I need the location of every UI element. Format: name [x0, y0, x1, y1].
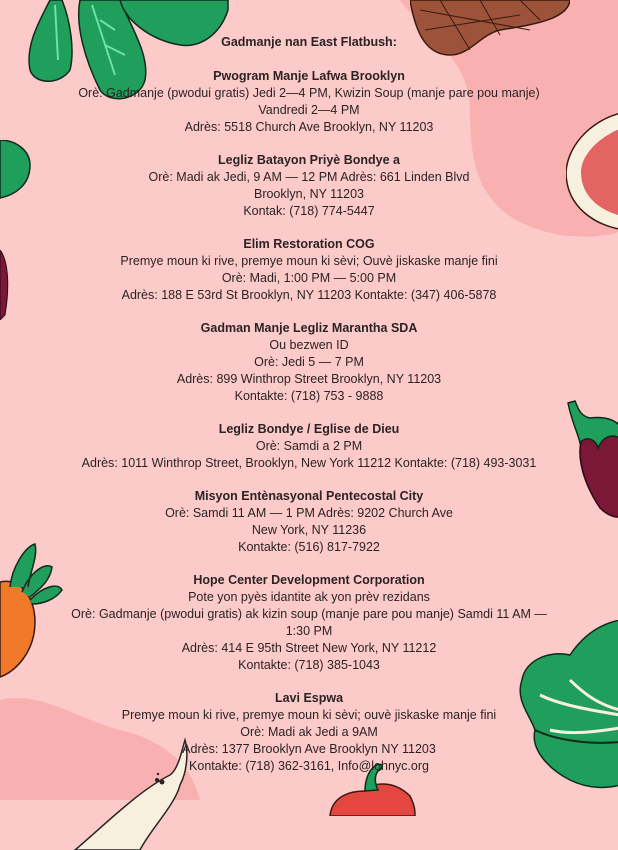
entry-hours: Orè: Gadmanje (pwodui gratis) ak kizin soup (manje pare pou manje) Samdi 11 AM —	[71, 607, 547, 621]
entry-name: Hope Center Development Corporation	[193, 573, 425, 587]
pantry-entry	[0, 68, 618, 136]
entry-line: Pote yon pyès idantite ak yon prèv rezidans	[188, 590, 430, 604]
page-title: Gadmanje nan East Flatbush:	[221, 35, 397, 49]
entry-address: Adrès: 1011 Winthrop Street, Brooklyn, New York 11212 Kontakte: (718) 493-3031	[81, 456, 537, 470]
entry-hours: 1:30 PM	[285, 624, 333, 638]
entry-address: Adrès: 188 E 53rd St Brooklyn, NY 11203 Kontakte: (347) 406-5878	[121, 288, 497, 302]
pantry-entry	[0, 488, 618, 556]
entry-name: Legliz Batayon Priyè Bondye a	[218, 153, 400, 167]
entry-address: Adrès: 5518 Church Ave Brooklyn, NY 11203	[184, 120, 434, 134]
pantry-entry	[0, 690, 618, 775]
entry-line: Orè: Samdi 11 AM — 1 PM Adrès: 9202 Church Ave	[165, 506, 453, 520]
entry-contact: Kontakte: (718) 362-3161, Info@lohnyc.org	[189, 759, 429, 773]
entry-line: Premye moun ki rive, premye moun ki sèvi; ouvè jiskaske manje fini	[121, 708, 497, 722]
food-pantry-list	[0, 34, 618, 791]
entry-line: Orè: Gadmanje (pwodui gratis) Jedi 2—4 PM, Kwizin Soup (manje pare pou manje)	[78, 86, 540, 100]
entry-address: Adrès: 414 E 95th Street New York, NY 11212	[181, 641, 437, 655]
entry-name: Legliz Bondye / Eglise de Dieu	[218, 422, 400, 436]
pantry-entry	[0, 572, 618, 674]
entry-name: Gadman Manje Legliz Marantha SDA	[200, 321, 418, 335]
entry-name: Elim Restoration COG	[243, 237, 375, 251]
entry-line: Vandredi 2—4 PM	[258, 103, 360, 117]
entry-line: Brooklyn, NY 11203	[253, 187, 365, 201]
entry-name: Misyon Entènasyonal Pentecostal City	[194, 489, 424, 503]
entry-hours: Orè: Madi, 1:00 PM — 5:00 PM	[221, 271, 397, 285]
entry-line: Premye moun ki rive, premye moun ki sèvi; Ouvè jiskaske manje fini	[120, 254, 498, 268]
entry-line: New York, NY 11236	[251, 523, 367, 537]
entry-line: Ou bezwen ID	[269, 338, 349, 352]
entry-contact: Kontakte: (516) 817-7922	[238, 540, 380, 554]
pantry-entry	[0, 236, 618, 304]
entry-hours: Orè: Samdi a 2 PM	[255, 439, 363, 453]
entry-hours: Orè: Madi ak Jedi a 9AM	[240, 725, 378, 739]
entry-hours: Orè: Jedi 5 — 7 PM	[254, 355, 364, 369]
entry-name: Lavi Espwa	[274, 691, 344, 705]
entry-contact: Kontakte: (718) 753 - 9888	[234, 389, 384, 403]
pantry-entry	[0, 421, 618, 472]
entry-address: Adrès: 899 Winthrop Street Brooklyn, NY 11203	[176, 372, 442, 386]
entry-address: Adrès: 1377 Brooklyn Ave Brooklyn NY 11203	[182, 742, 436, 756]
entry-line: Orè: Madi ak Jedi, 9 AM — 12 PM Adrès: 661 Linden Blvd	[148, 170, 470, 184]
pantry-entry	[0, 152, 618, 220]
entry-contact: Kontakte: (718) 385-1043	[238, 658, 380, 672]
entry-contact: Kontak: (718) 774-5447	[243, 204, 375, 218]
entry-name: Pwogram Manje Lafwa Brooklyn	[213, 69, 405, 83]
pantry-entry	[0, 320, 618, 405]
